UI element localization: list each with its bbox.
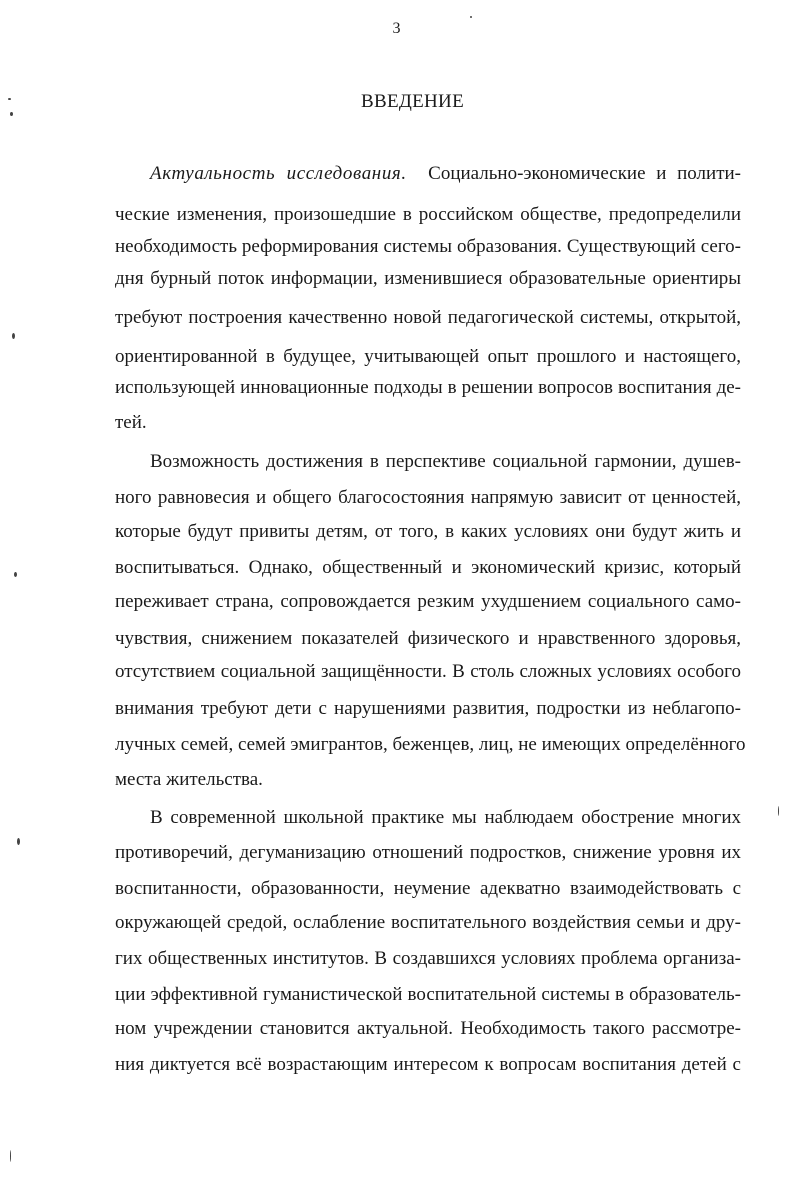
paragraph-line: необходимость реформирования системы образования. Существующий сего- bbox=[115, 236, 741, 257]
paragraph-line: использующей инновационные подходы в решении вопросов воспитания де- bbox=[115, 377, 741, 398]
paragraph-line: Актуальность исследования. Социально-экономические и полити- bbox=[150, 163, 741, 184]
scan-speck bbox=[470, 16, 472, 18]
page-number: 3 bbox=[392, 20, 401, 37]
paragraph-line: внимания требуют дети с нарушениями развития, подростки из неблагопо- bbox=[115, 698, 741, 719]
paragraph-line: ции эффективной гуманистической воспитательной системы в образователь- bbox=[115, 984, 741, 1005]
paragraph-line: лучных семей, семей эмигрантов, беженцев, лиц, не имеющих определённого bbox=[115, 734, 746, 755]
scan-speck bbox=[17, 838, 20, 845]
paragraph-line: гих общественных институтов. В создавшихся условиях проблема организа- bbox=[115, 948, 741, 969]
paragraph-line: окружающей средой, ослабление воспитательного воздействия семьи и дру- bbox=[115, 912, 741, 933]
paragraph-line: противоречий, дегуманизацию отношений подростков, снижение уровня их bbox=[115, 842, 741, 863]
paragraph-line: В современной школьной практике мы наблюдаем обострение многих bbox=[150, 807, 741, 828]
paragraph-line: ния диктуется всё возрастающим интересом к вопросам воспитания детей с bbox=[115, 1054, 741, 1075]
paragraph-line: места жительства. bbox=[115, 769, 263, 790]
paragraph-line: ориентированной в будущее, учитывающей опыт прошлого и настоящего, bbox=[115, 346, 741, 367]
paragraph-line: воспитанности, образованности, неумение адекватно взаимодействовать с bbox=[115, 878, 741, 899]
paragraph-line: чувствия, снижением показателей физического и нравственного здоровья, bbox=[115, 628, 741, 649]
scan-speck bbox=[12, 333, 15, 339]
paragraph-line: требуют построения качественно новой педагогической системы, открытой, bbox=[115, 307, 741, 328]
paragraph-line: тей. bbox=[115, 412, 147, 433]
paragraph-line: ческие изменения, произошедшие в российском обществе, предопределили bbox=[115, 204, 741, 225]
paragraph-line: ного равновесия и общего благосостояния напрямую зависит от ценностей, bbox=[115, 487, 741, 508]
scan-speck bbox=[8, 98, 11, 100]
paragraph-line: ном учреждении становится актуальной. Необходимость такого рассмотре- bbox=[115, 1018, 741, 1039]
page-heading: ВВЕДЕНИЕ bbox=[361, 91, 464, 112]
scan-speck bbox=[10, 112, 13, 116]
paragraph-line: Возможность достижения в перспективе социальной гармонии, душев- bbox=[150, 451, 741, 472]
scan-speck bbox=[14, 572, 17, 577]
scan-speck bbox=[10, 1150, 11, 1162]
paragraph-line: которые будут привиты детям, от того, в каких условиях они будут жить и bbox=[115, 521, 741, 542]
paragraph-line: воспитываться. Однако, общественный и экономический кризис, который bbox=[115, 557, 741, 578]
scan-speck bbox=[778, 806, 779, 816]
paragraph-line: дня бурный поток информации, изменившиеся образовательные ориентиры bbox=[115, 268, 741, 289]
lead-italic-phrase: Актуальность исследования. bbox=[150, 163, 407, 184]
paragraph-line: отсутствием социальной защищённости. В столь сложных условиях особого bbox=[115, 661, 741, 682]
paragraph-line: переживает страна, сопровождается резким ухудшением социального само- bbox=[115, 591, 741, 612]
